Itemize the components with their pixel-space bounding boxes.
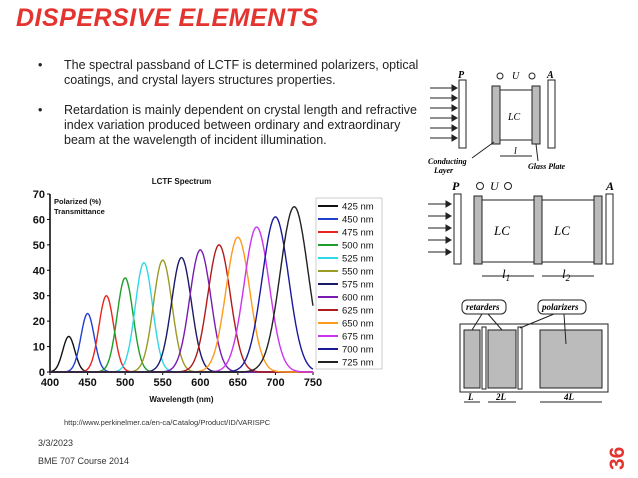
y-tick-label: 20	[32, 316, 45, 329]
terminal-left	[477, 183, 484, 190]
series-line-625-nm	[50, 245, 313, 372]
layer-label: Layer	[434, 166, 454, 175]
legend-label: 600 nm	[342, 292, 374, 304]
polarizer	[518, 327, 522, 389]
legend-label: 550 nm	[342, 266, 374, 278]
x-tick-label: 650	[228, 377, 248, 389]
y-tick-label: 30	[32, 290, 45, 303]
retarder-4l	[540, 330, 602, 388]
terminal-right	[529, 73, 535, 79]
glass-plate-left	[492, 86, 500, 144]
legend-label: 425 nm	[342, 201, 374, 213]
y-tick-label: 50	[32, 239, 45, 252]
polarizer-p	[454, 194, 461, 264]
polarizer-p	[459, 80, 466, 148]
bullet-list	[38, 58, 423, 163]
terminal-right	[505, 183, 512, 190]
l-label: L	[468, 392, 474, 402]
glass-plate	[474, 196, 482, 264]
conducting-label: Conducting	[428, 157, 467, 166]
legend-label: 675 nm	[342, 331, 374, 343]
a-label: A	[547, 70, 554, 81]
retarders-polarizers-diagram	[458, 294, 610, 414]
slide-date: 3/3/2023	[38, 438, 74, 448]
l1-label: $l_1$	[502, 266, 511, 283]
lc-cell-diagram	[428, 70, 578, 178]
incident-arrows	[430, 85, 457, 141]
polarizer-pointer	[520, 314, 554, 328]
bullet-item	[38, 103, 423, 148]
legend-label: 500 nm	[342, 240, 374, 252]
series-line-475-nm	[50, 296, 313, 372]
legend-label: 650 nm	[342, 318, 374, 330]
y-axis-label-2: Transmittance	[54, 207, 105, 216]
2l-label: 2L	[496, 392, 506, 402]
glass-plate-label: Glass Plate	[528, 162, 566, 171]
series-line-450-nm	[50, 314, 313, 373]
p-label: P	[452, 179, 460, 193]
polarizer	[482, 327, 486, 389]
retarder-pointer	[472, 314, 482, 330]
two-stage-lc-diagram	[426, 178, 622, 288]
x-tick-label: 400	[40, 377, 60, 389]
bullet-item	[38, 58, 423, 88]
legend-label: 450 nm	[342, 214, 374, 226]
course-footer: BME 707 Course 2014	[38, 456, 130, 466]
incident-arrows	[428, 201, 451, 255]
bullet-marker: •	[38, 103, 43, 117]
lc-label-1: LC	[494, 223, 510, 238]
x-tick-label: 550	[153, 377, 172, 389]
legend-label: 700 nm	[342, 344, 374, 356]
retarder-pointer	[488, 314, 502, 330]
x-tick-label: 450	[78, 377, 97, 389]
chart-title: LCTF Spectrum	[151, 177, 212, 186]
y-tick-label: 70	[32, 189, 45, 201]
y-tick-label: 10	[32, 341, 45, 354]
lc-label: LC	[508, 112, 521, 123]
legend-label: 475 nm	[342, 227, 374, 239]
l2-label: $l_2$	[562, 266, 571, 283]
y-axis-label-1: Polarized (%)	[54, 197, 102, 206]
x-axis-label: Wavelength (nm)	[149, 395, 214, 404]
glass-pointer	[536, 144, 538, 161]
l-label: l	[514, 146, 517, 157]
bullet-text: Retardation is mainly dependent on crystal length and refractive index variation produced between ordinary and extraordinary beam at the wavelength of incident illumination.	[64, 103, 417, 147]
polarizer-a	[606, 194, 613, 264]
chart-svg	[30, 172, 386, 410]
retarders-label: retarders	[466, 302, 500, 312]
retarder-2l	[488, 330, 516, 388]
x-tick-label: 600	[191, 377, 210, 389]
x-tick-label: 500	[115, 377, 135, 389]
page-number: 36	[606, 446, 629, 470]
slide-title: DISPERSIVE ELEMENTS	[16, 4, 319, 32]
legend-label: 625 nm	[342, 305, 374, 317]
source-url[interactable]: http://www.perkinelmer.ca/en-ca/Catalog/Product/ID/VARISPC	[64, 418, 271, 427]
x-tick-label: 750	[303, 377, 323, 389]
legend-label: 725 nm	[342, 357, 374, 369]
conducting-pointer	[472, 142, 494, 158]
p-label: P	[458, 70, 465, 81]
retarder-l	[464, 330, 480, 388]
y-tick-label: 0	[38, 367, 45, 379]
polarizers-label: polarizers	[542, 302, 579, 312]
lctf-spectrum-chart	[30, 172, 386, 410]
y-tick-label: 40	[32, 265, 45, 278]
legend-label: 575 nm	[342, 279, 374, 291]
y-tick-label: 60	[32, 214, 45, 227]
a-label: A	[606, 179, 615, 193]
bullet-text: The spectral passband of LCTF is determined polarizers, optical coatings, and crystal layers structures properties.	[64, 58, 419, 87]
u-label: U	[512, 71, 520, 82]
legend-label: 525 nm	[342, 253, 374, 265]
polarizer-a	[548, 80, 555, 148]
glass-plate	[534, 196, 542, 264]
series-line-675-nm	[50, 227, 313, 372]
terminal-left	[497, 73, 503, 79]
glass-plate	[594, 196, 602, 264]
x-tick-label: 700	[266, 377, 285, 389]
glass-plate-right	[532, 86, 540, 144]
lc-label-2: LC	[554, 223, 570, 238]
4l-label: 4L	[564, 392, 574, 402]
u-label: U	[490, 179, 499, 193]
bullet-marker: •	[38, 58, 43, 72]
